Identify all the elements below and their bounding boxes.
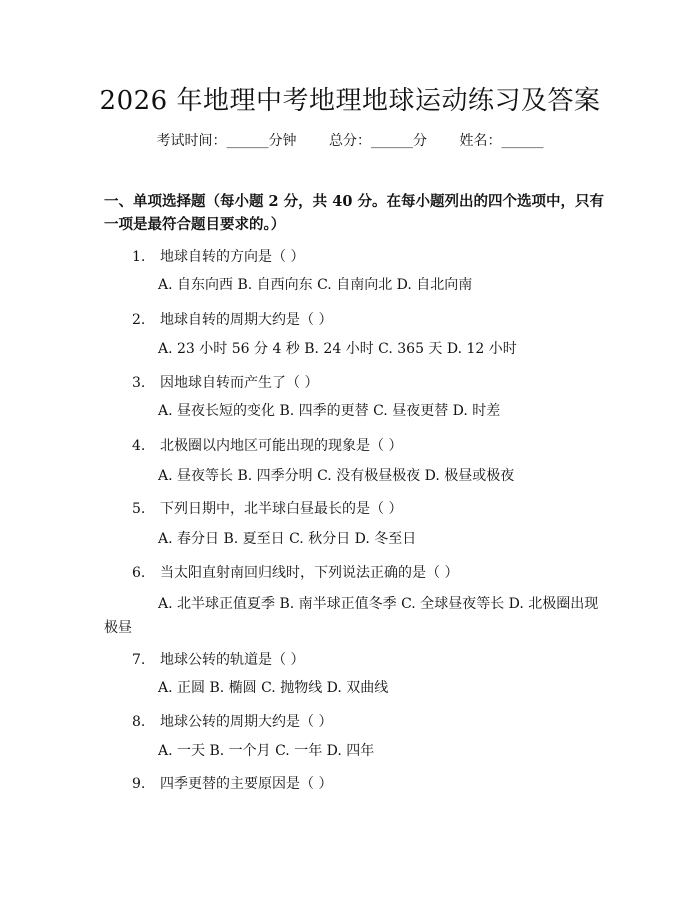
question-stem: [132, 649, 304, 669]
question-text: 地球公转的轨道是（ ）: [160, 652, 305, 668]
question-text: 北极圈以内地区可能出现的现象是（ ）: [160, 438, 403, 454]
question-stem: [132, 435, 402, 455]
question-number: 8.: [132, 714, 146, 730]
question-number: 5.: [132, 501, 146, 517]
question-options: A. 一天 B. 一个月 C. 一年 D. 四年: [158, 743, 375, 759]
exam-meta: [0, 130, 700, 150]
question-number: 2.: [132, 312, 146, 328]
question-stem: [132, 498, 402, 518]
question-options: A. 23 小时 56 分 4 秒 B. 24 小时 C. 365 天 D. 12 小时: [158, 341, 517, 357]
section-heading: 一、单项选择题（每小题 2 分，共 40 分。在每小题列出的四个选项中，只有一项是最符合题目要求的。）: [104, 193, 604, 233]
question-number: 4.: [132, 438, 146, 454]
name-field: 姓名：______: [459, 133, 544, 149]
question-stem: [132, 372, 318, 392]
question-text: 地球自转的方向是（ ）: [160, 249, 305, 265]
question-number: 1.: [132, 249, 146, 265]
question-number: 9.: [132, 776, 146, 792]
question-text: 地球自转的周期大约是（ ）: [160, 312, 333, 328]
question-number: 7.: [132, 652, 146, 668]
question-options: A. 北半球正值夏季 B. 南半球正值冬季 C. 全球昼夜等长 D. 北极圈出现极昼: [104, 596, 599, 636]
question-stem: [132, 711, 332, 731]
question-stem: [132, 562, 458, 582]
question-number: 3.: [132, 375, 146, 391]
question-options: A. 昼夜等长 B. 四季分明 C. 没有极昼极夜 D. 极昼或极夜: [158, 468, 515, 484]
document-title: 2026 年地理中考地理地球运动练习及答案: [99, 86, 601, 116]
question-options: A. 正圆 B. 椭圆 C. 抛物线 D. 双曲线: [158, 680, 389, 696]
question-stem: [132, 246, 304, 266]
question-options: A. 春分日 B. 夏至日 C. 秋分日 D. 冬至日: [158, 531, 417, 547]
question-number: 6.: [132, 565, 146, 581]
question-text: 下列日期中，北半球白昼最长的是（ ）: [160, 501, 403, 517]
question-text: 四季更替的主要原因是（ ）: [160, 776, 333, 792]
total-score-field: 总分：______分: [329, 133, 427, 149]
exam-time-field: 考试时间：______分钟: [156, 133, 297, 149]
question-text: 地球公转的周期大约是（ ）: [160, 714, 333, 730]
question-text: 当太阳直射南回归线时，下列说法正确的是（ ）: [160, 565, 459, 581]
question-stem: [132, 773, 332, 793]
question-stem: [132, 309, 332, 329]
question-options: A. 昼夜长短的变化 B. 四季的更替 C. 昼夜更替 D. 时差: [158, 403, 501, 419]
question-text: 因地球自转而产生了（ ）: [160, 375, 319, 391]
question-options: A. 自东向西 B. 自西向东 C. 自南向北 D. 自北向南: [158, 277, 473, 293]
